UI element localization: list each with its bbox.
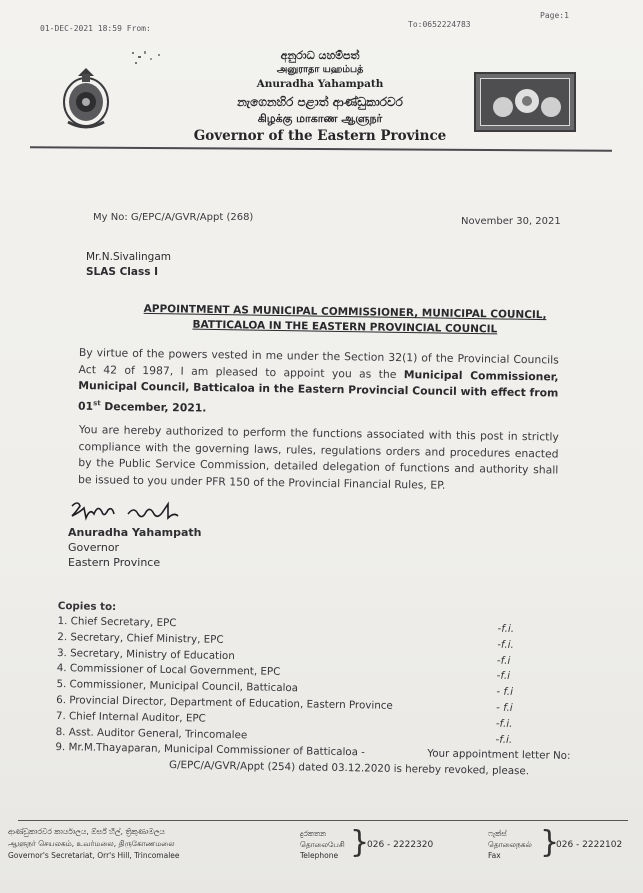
copy-item-text: 3. Secretary, Ministry of Education <box>56 646 235 662</box>
letterhead-tamil-title: கிழக்கு மாகாண ஆளுநர் <box>257 112 383 125</box>
tel-sinhala: දුරකතන <box>300 829 327 838</box>
para1-superscript: st <box>93 398 101 407</box>
official-stamp-image <box>474 72 576 132</box>
address-tamil: ஆளுநர் செயலகம், உவர்மலை, திருகோணமலை <box>8 839 175 848</box>
tel-english: Telephone <box>300 851 339 860</box>
fax-sinhala: ෆැක්ස් <box>488 829 507 838</box>
para1-bold-end: December, 2021. <box>100 399 207 415</box>
fax-brace: } <box>540 825 560 860</box>
copies-to-list <box>55 598 578 781</box>
stamp-motif-icon <box>481 79 573 129</box>
copy-item-text: 6. Provincial Director, Department of Education, Eastern Province <box>56 693 393 712</box>
reference-number: My No: G/EPC/A/GVR/Appt (268) <box>93 212 254 223</box>
copy-item-mark: -f.i <box>496 670 511 683</box>
revocation-note: G/EPC/A/GVR/Appt (254) dated 03.12.2020 is hereby revoked, please. <box>168 759 530 778</box>
letterhead-footer <box>0 824 643 884</box>
signature-block <box>68 525 201 570</box>
address-english: Governor's Secretariat, Orr's Hill, Trincomalee <box>8 851 180 860</box>
handwritten-signature <box>68 498 198 526</box>
copy-item-text: 4. Commissioner of Local Government, EPC <box>56 662 281 679</box>
letterhead-english-name: Anuradha Yahampath <box>256 78 384 90</box>
copy-item-mark: -f.i. <box>495 717 513 730</box>
appointment-paragraph <box>78 345 559 422</box>
copy-item-mark: -f.i. <box>495 733 513 746</box>
copy-item-text: 5. Commissioner, Municipal Council, Batticaloa <box>56 678 299 695</box>
copy-item-mark: -f.i <box>496 654 511 667</box>
letterhead-tamil-name: அனுராதா யஹம்பத் <box>276 64 364 75</box>
copy-item-text: 1. Chief Secretary, EPC <box>57 614 177 630</box>
fax-tamil: தொலைநகல் <box>488 840 532 849</box>
fax-transmission-header <box>40 11 603 34</box>
provincial-emblem-icon <box>60 66 112 132</box>
recipient-block <box>86 250 171 280</box>
copy-item-mark: Your appointment letter No: <box>427 747 571 763</box>
recipient-name: Mr.N.Sivalingam <box>86 251 171 263</box>
footer-telephone <box>300 828 345 861</box>
fax-sent-info: 01-DEC-2021 18:59 From: <box>40 24 151 33</box>
fax-recipient-number: To:0652224783 <box>408 20 471 29</box>
address-sinhala: ආණ්ඩුකාරවර කාර්යාලය, ඕර්ස් හිල්, ත්‍රිකුණාමලය <box>8 827 165 836</box>
signatory-title: Governor <box>68 541 120 554</box>
copy-item-mark: - f.i <box>496 701 513 714</box>
copy-item-mark: -f.i. <box>497 622 515 635</box>
copy-item-text: 7. Chief Internal Auditor, EPC <box>55 709 206 725</box>
para1-intro: By virtue of the powers vested in me under the Section 32(1) of the Provincial Councils Act 42 of 1987, I am pleased to appoint you as the <box>78 345 559 381</box>
header-divider <box>30 146 612 152</box>
recipient-grade: SLAS Class I <box>86 266 159 278</box>
authorization-paragraph: You are hereby authorized to perform the functions associated with this post in strictly compliance with the governing laws, rules, regulations orders and procedures enacted by the Public Service Commission, detailed delegation of functions and authority shall be issued to you under PFR 150 of the Provincial Financial Rules, EP. <box>78 422 559 492</box>
telephone-number: 026 - 2222320 <box>367 840 434 850</box>
copy-item-mark: - f.i <box>496 685 514 699</box>
tel-brace: } <box>350 825 370 860</box>
copy-item-text: 8. Asst. Auditor General, Trincomalee <box>55 725 248 741</box>
letter-subject <box>140 302 550 338</box>
footer-fax <box>488 828 532 861</box>
copies-title: Copies to: <box>57 599 117 614</box>
copy-item-text: 2. Secretary, Chief Ministry, EPC <box>57 630 224 646</box>
copy-item-text: 9. Mr.M.Thayaparan, Municipal Commissioner of Batticaloa - <box>55 741 366 759</box>
letterhead-sinhala-title: නැගෙනහිර පළාත් ආණ්ඩුකාරවර <box>237 95 403 109</box>
letterhead-sinhala-name: අනුරාධ යහම්පත් <box>280 49 360 62</box>
footer-address <box>8 826 180 862</box>
signatory-name: Anuradha Yahampath <box>68 526 202 539</box>
tel-tamil: தொலைபேசி <box>300 840 345 849</box>
para1-bold: Municipal Commissioner, Municipal Council, Batticaloa in the Eastern Provincial Council with effect from 01 <box>77 367 559 413</box>
letterhead-english-title: Governor of the Eastern Province <box>193 128 447 144</box>
letter-date: November 30, 2021 <box>461 216 561 227</box>
fax-english: Fax <box>488 851 501 860</box>
signatory-province: Eastern Province <box>68 556 161 569</box>
subject-line-1: APPOINTMENT AS MUNICIPAL COMMISSIONER, MUNICIPAL COUNCIL, <box>143 302 547 322</box>
fax-number: 026 - 2222102 <box>556 840 623 850</box>
footer-divider <box>18 820 628 821</box>
copy-item-mark: -f.i. <box>497 638 514 651</box>
subject-line-2: BATTICALOA IN THE EASTERN PROVINCIAL COUNCIL <box>192 318 498 336</box>
fax-page-number: Page:1 <box>540 11 569 20</box>
